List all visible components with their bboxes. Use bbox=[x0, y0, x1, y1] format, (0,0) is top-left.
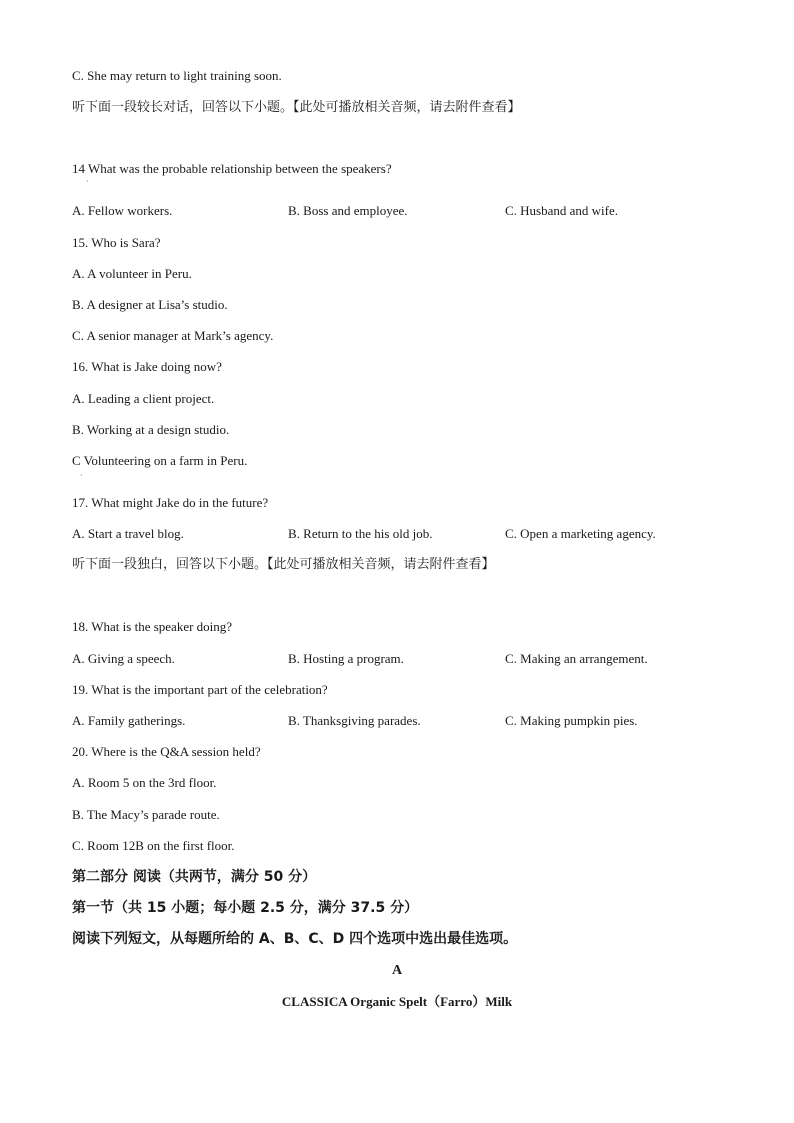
q15-option-a: A. A volunteer in Peru. bbox=[72, 266, 192, 281]
passage-letter: A bbox=[391, 963, 403, 978]
question-20: 20. Where is the Q&A session held? bbox=[72, 744, 261, 759]
part-two-heading: 第二部分 阅读（共两节，满分 50 分） bbox=[72, 869, 317, 885]
q15-option-b: B. A designer at Lisa’s studio. bbox=[72, 297, 228, 312]
question-19: 19. What is the important part of the celebration? bbox=[72, 682, 328, 697]
q15-option-c: C. A senior manager at Mark’s agency. bbox=[72, 328, 274, 343]
q18-option-a: A. Giving a speech. bbox=[72, 651, 175, 666]
q14-option-b: B. Boss and employee. bbox=[288, 203, 408, 218]
q19-option-b: B. Thanksgiving parades. bbox=[288, 713, 421, 728]
dialog-instruction: 听下面一段较长对话，回答以下小题。【此处可播放相关音频，请去附件查看】 bbox=[72, 100, 521, 115]
monologue-instruction: 听下面一段独白，回答以下小题。【此处可播放相关音频，请去附件查看】 bbox=[72, 557, 495, 572]
question-17: 17. What might Jake do in the future? bbox=[72, 495, 269, 510]
question-18: 18. What is the speaker doing? bbox=[72, 619, 233, 634]
q19-option-c: C. Making pumpkin pies. bbox=[505, 713, 638, 728]
stray-dot: · bbox=[86, 177, 89, 186]
q17-option-a: A. Start a travel blog. bbox=[72, 526, 184, 541]
q17-option-b: B. Return to the his old job. bbox=[288, 526, 433, 541]
q16-option-a: A. Leading a client project. bbox=[72, 391, 215, 406]
q18-option-b: B. Hosting a program. bbox=[288, 651, 404, 666]
q16-option-b: B. Working at a design studio. bbox=[72, 422, 230, 437]
q14-option-c: C. Husband and wife. bbox=[505, 203, 619, 218]
prev-option-c: C. She may return to light training soon. bbox=[72, 68, 282, 83]
q20-option-a: A. Room 5 on the 3rd floor. bbox=[72, 775, 217, 790]
q17-options bbox=[0, 526, 794, 542]
q19-options bbox=[0, 713, 794, 729]
q16-option-c: C Volunteering on a farm in Peru. bbox=[72, 453, 248, 468]
q14-option-a: A. Fellow workers. bbox=[72, 203, 173, 218]
stray-dot: · bbox=[80, 471, 83, 480]
q20-option-c: C. Room 12B on the first floor. bbox=[72, 838, 235, 853]
question-14: 14 What was the probable relationship between the speakers? bbox=[72, 161, 392, 176]
question-16: 16. What is Jake doing now? bbox=[72, 359, 222, 374]
q19-option-a: A. Family gatherings. bbox=[72, 713, 186, 728]
reading-instruction: 阅读下列短文，从每题所给的 A、B、C、D 四个选项中选出最佳选项。 bbox=[72, 931, 518, 947]
q18-option-c: C. Making an arrangement. bbox=[505, 651, 648, 666]
passage-title: CLASSICA Organic Spelt（Farro）Milk bbox=[281, 994, 513, 1009]
q18-options bbox=[0, 651, 794, 667]
q20-option-b: B. The Macy’s parade route. bbox=[72, 807, 220, 822]
q14-options bbox=[0, 203, 794, 219]
q17-option-c: C. Open a marketing agency. bbox=[505, 526, 656, 541]
question-15: 15. Who is Sara? bbox=[72, 235, 161, 250]
section-one-heading: 第一节（共 15 小题；每小题 2.5 分，满分 37.5 分） bbox=[72, 900, 419, 916]
